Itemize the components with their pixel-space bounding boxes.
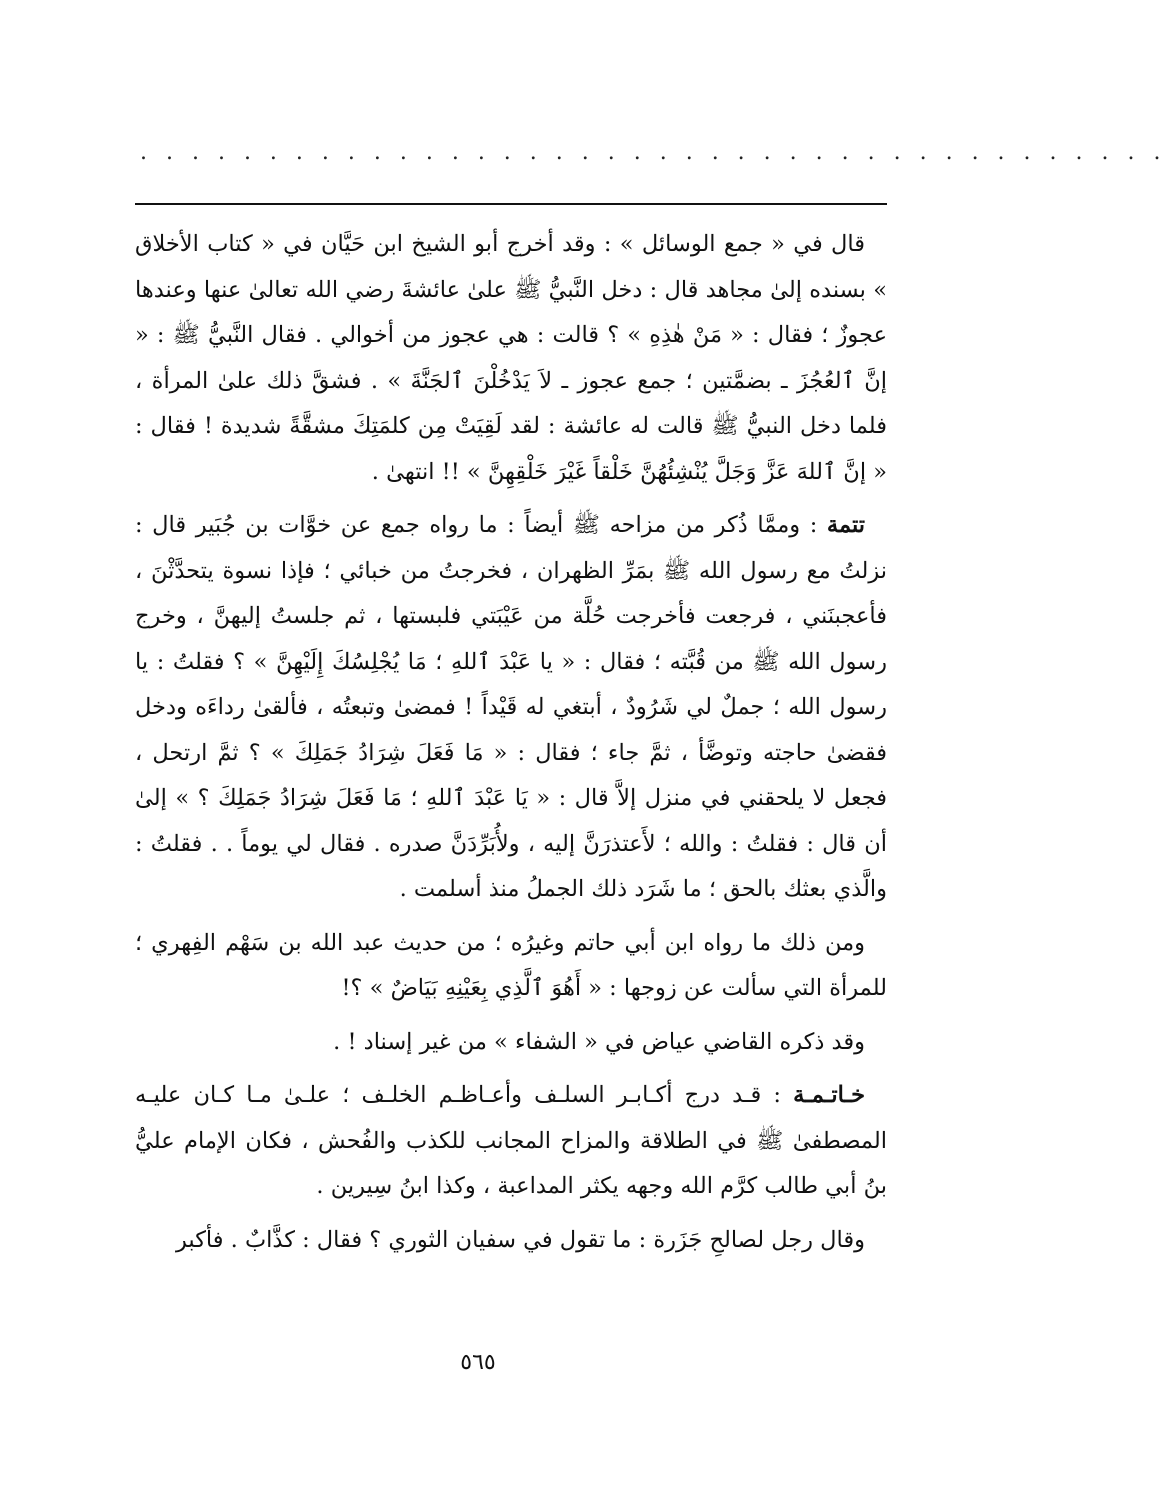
paragraph-text: وقال رجل لصالحِ جَزَرة : ما تقول في سفيان الثوري ؟ فقال : كذَّابٌ . فأكبر <box>175 1226 865 1253</box>
paragraph-lead-word: تتمة <box>826 512 865 538</box>
paragraph-text: : وممَّا ذُكر من مزاحه ﷺ أيضاً : ما رواه جمع عن خوَّات بن جُبَير قال : نزلتُ مع رسول الله ﷺ بمَرِّ الظهران ، فخرجتُ من خبائي ؛ فإذا نسوة يتحدَّثْنَ ، فأعجبنَني ، فرجعت فأخرجت حُلَّة من عَيْبَتي فلبستها ، ثم جلستُ إليهنَّ ، وخرج رسول الله ﷺ من قُبَّته ؛ فقال : « يا عَبْدَ ٱللهِ ؛ مَا يُجْلِسُكَ إِلَيْهِنَّ » ؟ فقلتُ : يا رسول الله ؛ جملٌ لي شَرُودٌ ، أبتغي له قَيْداً ! فمضىٰ وتبعتُه ، فألقىٰ رداءَه ودخل فقضىٰ حاجته وتوضَّأ ، ثمَّ جاء ؛ فقال : « مَا فَعَلَ شِرَادُ جَمَلِكَ » ؟ ثمَّ ارتحل ، فجعل لا يلحقني في منزل إلاَّ قال : « يَا عَبْدَ ٱللهِ ؛ مَا فَعَلَ شِرَادُ جَمَلِكَ ؟ » إلىٰ أن قال : فقلتُ : والله ؛ لأَعتذرَنَّ إليه ، ولأُبَرِّدَنَّ صدره . فقال لي يوماً . . فقلتُ : والَّذي بعثك بالحق ؛ ما شَرَد ذلك الجملُ منذ أسلمت . <box>135 512 887 902</box>
page-body <box>135 222 887 1263</box>
paragraph-text: قال في « جمع الوسائل » : وقد أخرج أبو الشيخ ابن حَيَّان في « كتاب الأخلاق » بسنده إلىٰ مجاهد قال : دخل النَّبيُّ ﷺ علىٰ عائشةَ رضي الله تعالىٰ عنها وعندها عجوزٌ ؛ فقال : « مَنْ هٰذِهِ » ؟ قالت : هي عجوز من أخوالي . فقال النَّبيُّ ﷺ : « إنَّ ٱلعُجُزَ ـ بضمَّتين ؛ جمع عجوز ـ لاَ يَدْخُلْنَ ٱلجَنَّةَ » . فشقَّ ذلك علىٰ المرأة ، فلما دخل النبيُّ ﷺ قالت له عائشة : لقد لَقِيَتْ مِن كلمَتِكَ مشقَّةً شديدة ! فقال : « إنَّ ٱللهَ عَزَّ وَجَلَّ يُنْشِئُهُنَّ خَلْقاً غَيْرَ خَلْقِهِنَّ » !! انتهىٰ . <box>135 231 887 485</box>
paragraph-text: : قـد درج أكـابـر السلـف وأعـاظـم الخلـف ؛ علـىٰ مـا كـان عليـه المصطفىٰ ﷺ في الطلاقة والمزاح المجانب للكذب والفُحش ، فكان الإمام عليُّ بنُ أبي طالب كرَّم الله وجهه يكثر المداعبة ، وكذا ابنُ سِيرين . <box>135 1082 887 1199</box>
paragraph-text: ومن ذلك ما رواه ابن أبي حاتم وغيرُه ؛ من حديث عبد الله بن سَهْم الفِهري ؛ للمرأة التي سألت عن زوجها : « أَهُوَ ٱلَّذِي بِعَيْنِهِ بَيَاضٌ » ؟! <box>135 929 887 1001</box>
paragraph-6 <box>135 1218 887 1264</box>
paragraph-3 <box>135 921 887 1012</box>
page-number: ٥٦٥ <box>460 1350 496 1375</box>
paragraph-4 <box>135 1020 887 1066</box>
paragraph-lead-word: خـاتـمـة <box>793 1082 865 1108</box>
paragraph-5 <box>135 1073 887 1210</box>
paragraph-2 <box>135 503 887 913</box>
header-rule <box>135 203 887 205</box>
header-dotted-line: . . . . . . . . . . . . . . . . . . . . . . . . . . . . . . . . . . . . . . . . <box>140 140 1166 165</box>
paragraph-text: وقد ذكره القاضي عياض في « الشفاء » من غير إسناد ! . <box>333 1028 865 1055</box>
paragraph-1 <box>135 222 887 495</box>
